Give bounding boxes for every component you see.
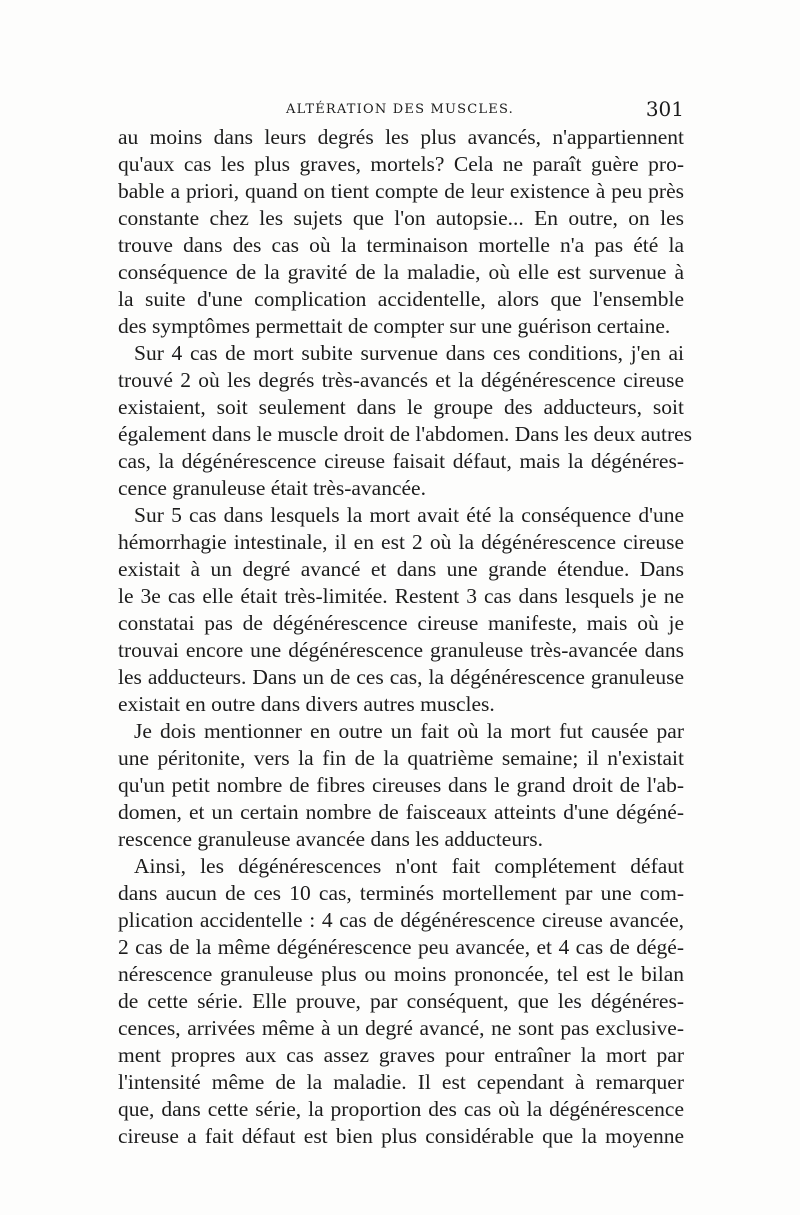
text-line: ment propres aux cas assez graves pour entraîner la mort par xyxy=(118,1043,684,1067)
text-line: constante chez les sujets que l'on autopsie... En outre, on les xyxy=(118,206,684,230)
text-line: rescence granuleuse avancée dans les adducteurs. xyxy=(118,827,544,851)
text-line: plication accidentelle : 4 cas de dégénérescence cireuse avancée, xyxy=(118,908,684,932)
text-line: également dans le muscle droit de l'abdomen. Dans les deux autres xyxy=(118,422,693,446)
text-line: dans aucun de ces 10 cas, terminés mortellement par une com- xyxy=(118,881,684,905)
text-line: hémorrhagie intestinale, il en est 2 où la dégénérescence cireuse xyxy=(118,530,684,554)
page-header xyxy=(118,98,684,124)
text-line: cas, la dégénérescence cireuse faisait défaut, mais la dégénéres- xyxy=(118,449,684,473)
text-line: Sur 4 cas de mort subite survenue dans ces conditions, j'en ai xyxy=(134,341,684,365)
text-line: les adducteurs. Dans un de ces cas, la dégénérescence granuleuse xyxy=(118,665,684,689)
running-title: ALTÉRATION DES MUSCLES. xyxy=(286,102,514,117)
text-line: nérescence granuleuse plus ou moins prononcée, tel est le bilan xyxy=(118,962,684,986)
text-line: au moins dans leurs degrés les plus avancés, n'appartiennent xyxy=(118,125,684,149)
text-line: l'intensité même de la maladie. Il est cependant à remarquer xyxy=(118,1070,684,1094)
text-line: le 3e cas elle était très-limitée. Restent 3 cas dans lesquels je ne xyxy=(118,584,684,608)
text-line: Sur 5 cas dans lesquels la mort avait été la conséquence d'une xyxy=(134,503,684,527)
text-line: existait en outre dans divers autres muscles. xyxy=(118,692,495,716)
text-line: trouve dans des cas où la terminaison mortelle n'a pas été la xyxy=(118,233,684,257)
text-line: cences, arrivées même à un degré avancé, ne sont pas exclusive- xyxy=(118,1016,684,1040)
text-line: Ainsi, les dégénérescences n'ont fait complétement défaut xyxy=(134,854,684,878)
text-line: une péritonite, vers la fin de la quatrième semaine; il n'existait xyxy=(118,746,684,770)
text-line: qu'aux cas les plus graves, mortels? Cela ne paraît guère pro- xyxy=(118,152,684,176)
text-line: trouvé 2 où les degrés très-avancés et la dégénérescence cireuse xyxy=(118,368,684,392)
text-line: existait à un degré avancé et dans une grande étendue. Dans xyxy=(118,557,684,581)
text-line: que, dans cette série, la proportion des cas où la dégénérescence xyxy=(118,1097,684,1121)
text-line: trouvai encore une dégénérescence granuleuse très-avancée dans xyxy=(118,638,684,662)
text-line: existaient, soit seulement dans le groupe des adducteurs, soit xyxy=(118,395,684,419)
body-text xyxy=(118,124,693,1150)
page-number: 301 xyxy=(645,97,684,121)
text-line: Je dois mentionner en outre un fait où la mort fut causée par xyxy=(134,719,684,743)
text-line: conséquence de la gravité de la maladie, où elle est survenue à xyxy=(118,260,684,284)
text-line: cireuse a fait défaut est bien plus considérable que la moyenne xyxy=(118,1124,684,1148)
text-line: qu'un petit nombre de fibres cireuses dans le grand droit de l'ab- xyxy=(118,773,684,797)
text-line: domen, et un certain nombre de faisceaux atteints d'une dégéné- xyxy=(118,800,684,824)
text-line: des symptômes permettait de compter sur une guérison certaine. xyxy=(118,314,671,338)
text-line: la suite d'une complication accidentelle, alors que l'ensemble xyxy=(118,287,684,311)
text-line: de cette série. Elle prouve, par conséquent, que les dégénéres- xyxy=(118,989,684,1013)
text-line: 2 cas de la même dégénérescence peu avancée, et 4 cas de dégé- xyxy=(118,935,684,959)
text-line: cence granuleuse était très-avancée. xyxy=(118,476,426,500)
text-line: constatai pas de dégénérescence cireuse manifeste, mais où je xyxy=(118,611,684,635)
text-line: bable a priori, quand on tient compte de leur existence à peu près xyxy=(118,179,684,203)
